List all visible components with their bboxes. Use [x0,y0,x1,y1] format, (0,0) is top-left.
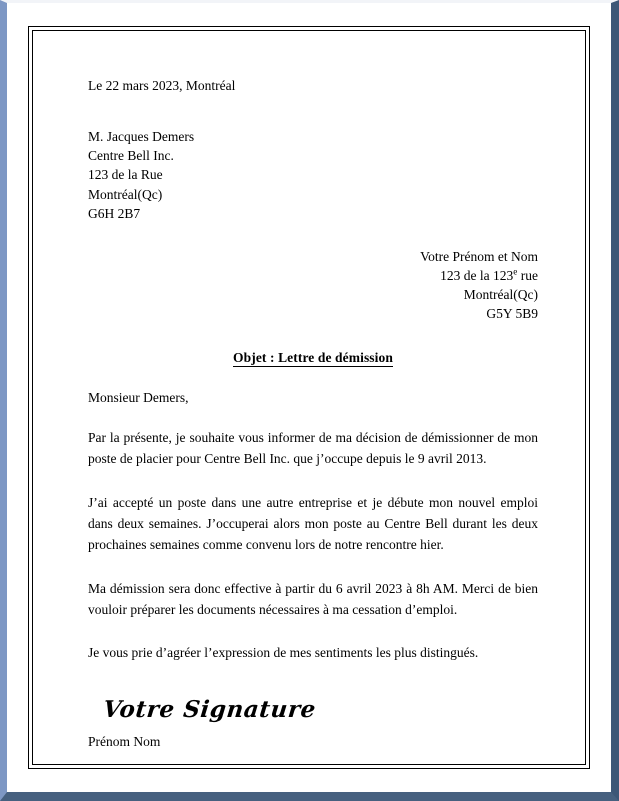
signer-printed-name: Prénom Nom [88,733,161,749]
subject-text: Objet : Lettre de démission [233,349,393,365]
sender-address-block [88,223,538,324]
recipient-postal-code: G6H 2B7 [88,205,141,221]
recipient-city: Montréal(Qc) [88,186,163,202]
body-paragraph-3: Ma démission sera donc effective à partir du 6 avril 2023 à 8h AM. Merci de bien vouloir préparer les documents nécessaires à ma cessation d’emploi. [88,580,538,617]
sender-street-prefix: 123 de la 123 [440,268,514,284]
sender-city: Montréal(Qc) [463,287,538,303]
salutation: Monsieur Demers, [88,389,189,405]
body-paragraph-1: Par la présente, je souhaite vous informer de ma décision de démissionner de mon poste de placier pour Centre Bell Inc. que j’occupe depuis le 9 avril 2013. [88,429,538,467]
subject-line [88,324,538,365]
letter-page [7,3,611,792]
body-paragraph-2: J’ai accepté un poste dans une autre entreprise et je débute mon nouvel emploi dans deux semaines. J’occuperai alors mon poste au Centre Bell durant les deux prochaines semaines comme convenu lors de notre rencontre hier. [88,494,538,553]
handwritten-signature: Votre Signature [101,695,318,723]
body-paragraph-4: Je vous prie d’agréer l’expression de mes sentiments les plus distingués. [88,645,479,661]
recipient-street: 123 de la Rue [88,167,163,183]
recipient-address-block [88,93,538,223]
sender-name: Votre Prénom et Nom [420,248,538,264]
sender-street [88,266,538,285]
date-line: Le 22 mars 2023, Montréal [88,78,236,93]
sender-postal-code: G5Y 5B9 [486,306,538,322]
letter-body [88,63,538,749]
recipient-company: Centre Bell Inc. [88,148,174,164]
sender-street-ordinal: e [513,266,518,277]
sender-street-suffix: rue [517,268,538,284]
recipient-name: M. Jacques Demers [88,129,195,145]
